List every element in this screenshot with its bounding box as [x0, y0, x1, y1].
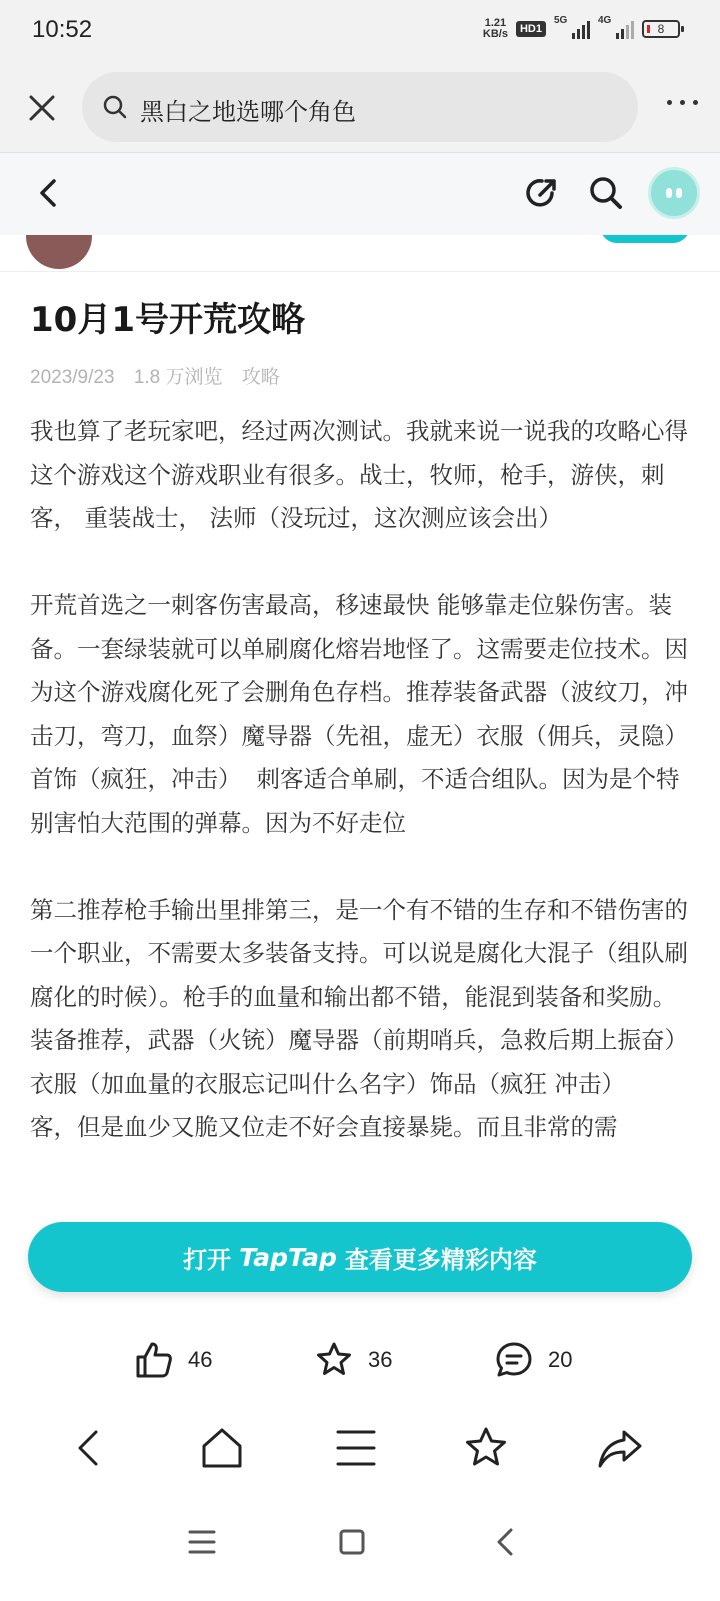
menu-icon	[182, 1522, 222, 1562]
signal-5g-icon	[554, 15, 590, 39]
user-avatar-button[interactable]	[648, 167, 700, 219]
post-paragraph: 客，但是血少又脆又位走不好会直接暴毙。而且非常的需	[30, 1113, 618, 1141]
battery-level: 8	[657, 22, 665, 36]
author-avatar[interactable]	[26, 235, 92, 269]
menu-icon	[332, 1424, 380, 1472]
signal-4g-icon	[598, 15, 634, 39]
post-paragraph: 第二推荐枪手输出里排第三，是一个有不错的生存和不错伤害的一个职业，不需要太多装备支持。可以说是腐化大混子（组队刷腐化的时候）。枪手的血量和输出都不错，能混到装备和奖励。装备推荐，武器（火铳）魔导器（前期哨兵，急救后期上振奋）衣服（加血量的衣服忘记叫什么名字）饰品（疯狂 冲击）	[30, 895, 688, 1098]
comment-button[interactable]	[494, 1340, 572, 1380]
close-icon	[28, 94, 56, 122]
post-paragraph	[30, 541, 694, 585]
chevron-left-icon	[486, 1522, 526, 1562]
star-icon	[314, 1340, 354, 1380]
post-title: 10月1号开荒攻略	[30, 300, 305, 340]
star-icon	[462, 1424, 510, 1472]
chevron-left-icon	[66, 1424, 114, 1472]
status-time: 10:52	[32, 16, 93, 43]
app-header	[0, 153, 720, 235]
post-meta	[30, 362, 294, 389]
dot-icon	[680, 100, 685, 105]
action-bar	[0, 1310, 720, 1406]
like-count: 46	[188, 1347, 213, 1372]
thumbs-up-icon	[134, 1340, 174, 1380]
forward-share-icon	[596, 1424, 644, 1472]
open-taptap-button[interactable]	[28, 1222, 692, 1292]
follow-button[interactable]	[600, 235, 690, 243]
close-button[interactable]	[22, 88, 62, 128]
comment-count: 20	[548, 1347, 573, 1372]
search-button[interactable]	[586, 173, 626, 213]
network-speed-value: 1.21	[484, 17, 507, 29]
back-button[interactable]	[30, 173, 70, 213]
post-date: 2023/9/23	[30, 367, 115, 388]
search-icon	[586, 173, 626, 213]
home-icon	[198, 1424, 246, 1472]
system-nav-bar	[0, 1488, 720, 1601]
favorite-button[interactable]	[314, 1340, 392, 1380]
post-views: 1.8 万浏览	[133, 367, 223, 388]
dot-icon	[667, 100, 672, 105]
cta-prefix: 打开	[183, 1245, 232, 1274]
author-strip	[0, 235, 720, 272]
browser-share-button[interactable]	[596, 1424, 644, 1472]
browser-home-button[interactable]	[198, 1424, 246, 1472]
post-category[interactable]: 攻略	[241, 367, 280, 388]
search-query: 黑白之地选哪个角色	[140, 98, 356, 126]
cta-suffix: 查看更多精彩内容	[344, 1245, 537, 1274]
network-speed	[483, 18, 508, 40]
browser-nav-bar	[0, 1406, 720, 1488]
comment-icon	[494, 1340, 534, 1380]
system-back-button[interactable]	[486, 1522, 526, 1562]
share-button[interactable]	[522, 173, 562, 213]
dot-icon	[693, 100, 698, 105]
browser-menu-button[interactable]	[332, 1424, 380, 1472]
browser-bookmark-button[interactable]	[462, 1424, 510, 1472]
post-paragraph: 这个游戏这个游戏职业有很多。战士，牧师，枪手，游侠，刺客， 重装战士， 法师（没玩过，这次测应该会出）	[30, 460, 665, 532]
post-paragraph	[30, 845, 694, 889]
post-paragraph: 开荒首选之一刺客伤害最高，移速最快 能够靠走位躲伤害。装备。一套绿装就可以单刷腐化熔岩地怪了。这需要走位技术。因为这个游戏腐化死了会删角色存档。推荐装备武器（波纹刀，冲击刀，弯刀，血祭）魔导器（先祖，虚无）衣服（佣兵，灵隐）首饰（疯狂，冲击） 刺客适合单刷，不适合组队。因为是个特别害怕大范围的弹幕。因为不好走位	[30, 591, 688, 837]
post-paragraph: 我也算了老玩家吧，经过两次测试。我就来说一说我的攻略心得	[30, 417, 688, 445]
more-options-button[interactable]	[667, 100, 698, 105]
search-input[interactable]	[82, 72, 638, 142]
favorite-count: 36	[368, 1347, 393, 1372]
status-bar	[0, 0, 720, 64]
search-icon	[102, 94, 128, 120]
browser-back-button[interactable]	[66, 1424, 114, 1472]
network-speed-unit: KB/s	[482, 28, 508, 40]
signal-4g-label: 4G	[598, 15, 612, 26]
share-icon	[522, 173, 562, 213]
system-menu-button[interactable]	[182, 1522, 222, 1562]
hd-badge: HD1	[516, 21, 546, 37]
square-icon	[332, 1522, 372, 1562]
signal-5g-label: 5G	[554, 15, 568, 26]
like-button[interactable]	[134, 1340, 212, 1380]
browser-search-bar	[0, 64, 720, 153]
system-home-button[interactable]	[332, 1522, 372, 1562]
chevron-left-icon	[30, 173, 70, 213]
post-body	[30, 410, 694, 1310]
status-icons	[482, 15, 680, 40]
cta-brand: TapTap	[239, 1242, 337, 1272]
battery-icon	[642, 20, 680, 38]
